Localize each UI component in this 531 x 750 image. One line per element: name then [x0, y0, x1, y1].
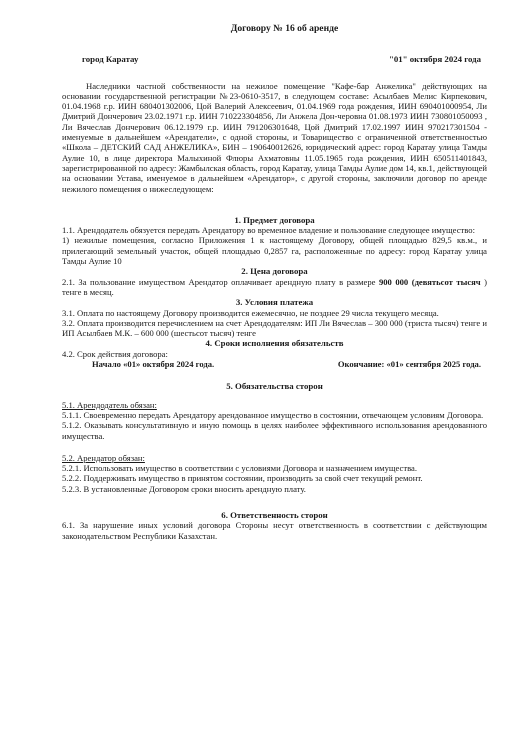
clause-4-2: 4.2. Срок действия договора: [62, 348, 168, 359]
term-dates [92, 359, 481, 369]
section-2-title: 2. Цена договора [241, 266, 308, 277]
term-start: Начало «01» октября 2024 года. [92, 359, 215, 370]
term-end: Окончание: «01» сентября 2025 года. [337, 359, 481, 370]
clause-1-1-item-1: 1) нежилые помещения, согласно Приложения 1 к настоящему Договору, общей площадью 829,5 кв.м., и прилегающий земельный участок, общей площадью 0,2857 га, расположенные по адресу: город Каратау улица Тамды Аулие 10 [62, 235, 487, 267]
city-date-line [82, 54, 481, 64]
clause-5-2-heading: 5.2. Арендатор обязан: [62, 452, 145, 463]
section-5-title: 5. Обязательства сторон [226, 381, 323, 392]
clause-2-1 [62, 277, 487, 298]
document-title: Договору № 16 об аренде [230, 23, 339, 34]
section-3-title: 3. Условия платежа [235, 297, 314, 308]
section-1-title: 1. Предмет договора [234, 214, 315, 225]
section-6-title: 6. Ответственность сторон [221, 509, 328, 520]
clause-6-1: 6.1. За нарушение иных условий договора Стороны несут ответственность в соответствии с действующим законодательством Республики Казахстан. [62, 520, 487, 541]
clause-3-1: 3.1. Оплата по настоящему Договору производится ежемесячно, не позднее 29 числа текущего месяца. [62, 307, 439, 318]
preamble: Наследники частной собственности на нежилое помещение "Кафе-бар Анжелика" действующих на основании государственной регистрации №23-0610-3517, в следующем составе: Асылбаев Мелис Кирпекович, 01.04.1968 г.р. ИИН 680401302006, Цой Валерий Алексеевич, 01.04.1969 года рождения, ИИН 690401000954, Ли Дмитрий Дончерович 23.02.1971 г.р. ИИН 710223304856, Ли Анжела Дон-черовна 01.08.1973 ИИН 730801050093 , Ли Вячеслав Дончерович 06.12.1979 г.р. ИИН 791206301648, Цой Дмитрий 17.02.1997 ИИН 970217301504 - именуемые в дальнейшем «Арендатели», с одной стороны, и Товарищество с ограниченной ответственностью «Школа – ДЕТСКИЙ САД АНЖЕЛИКА», БИН – 190640012626, юридический адрес: город Каратау улица Тамды Аулие 10, в лице директора Малыхиной Флюры Ахматовны 11.05.1965 года рождения, ИИН 650511401843, зарегистрированной по адресу: Жамбылская область, город Каратау, улица Тамды Аулие дом 14, кв.1, действующей на основании Устава, именуемое в дальнейшем «Арендатор», с другой стороны, заключили договор по аренде нежилого помещения о нижеследующем: [62, 80, 487, 194]
city: город Каратау [82, 54, 139, 65]
clause-5-2-1: 5.2.1. Использовать имущество в соответствии с условиями Договора и назначением имущества. [62, 463, 417, 474]
contract-date: "01" октября 2024 года [388, 54, 481, 65]
clause-5-2-2: 5.2.2. Поддерживать имущество в принятом состоянии, производить за свой счет текущий ремонт. [62, 473, 423, 484]
section-4-title: 4. Сроки исполнения обязательств [205, 338, 344, 349]
clause-5-1-1: 5.1.1. Своевременно передать Арендатору арендованное имущество в состоянии, отвечающем условиям Договора. [62, 409, 484, 420]
clause-1-1: 1.1. Арендодатель обязуется передать Арендатору во временное владение и пользование следующее имущество: [62, 225, 475, 236]
rent-amount: 900 000 (девятьсот тысяч [378, 276, 481, 287]
clause-5-2-3: 5.2.3. В установленные Договором сроки вносить арендную плату. [62, 483, 306, 494]
clause-2-1-text: 2.1. За пользование имуществом Арендатор оплачивает арендную плату в размере [62, 276, 379, 287]
clause-2-1-tail: ) тенге в месяц. [62, 276, 487, 297]
clause-5-1-heading: 5.1. Арендодатель обязан: [62, 399, 157, 410]
clause-3-2: 3.2. Оплата производится перечислением на счет Арендодателям: ИП Ли Вячеслав – 300 000 (триста тысяч) тенге и ИП Асылбаев М.К. – 600 000 (шестьсот тысяч) тенге [62, 317, 487, 339]
clause-5-1-2: 5.1.2. Оказывать консультативную и иную помощь в целях наиболее эффективного использования арендованного имущества. [62, 420, 487, 441]
